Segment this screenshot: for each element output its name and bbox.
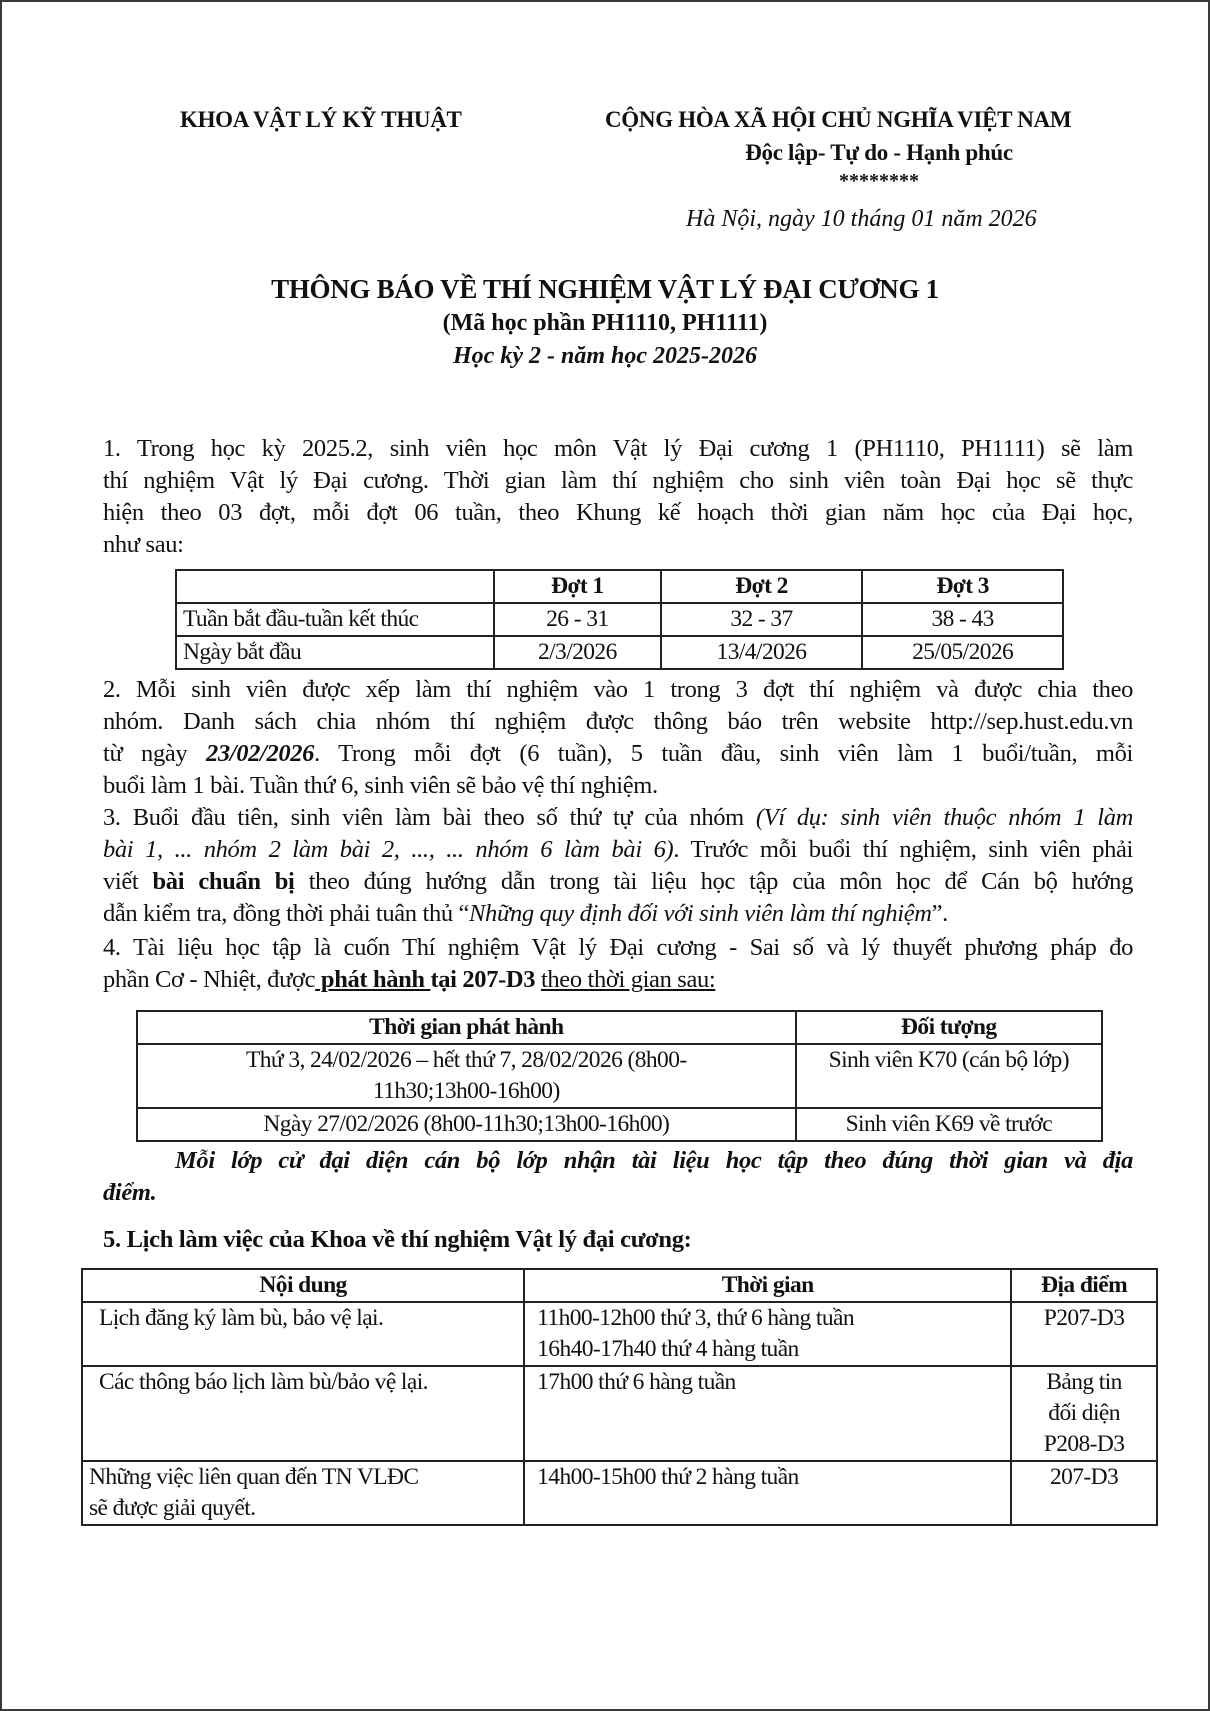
table-cell: Tuần bắt đầu-tuần kết thúc xyxy=(176,603,494,636)
table-row xyxy=(82,1366,1157,1461)
distribution-table xyxy=(136,1010,1103,1142)
table-cell: Các thông báo lịch làm bù/bảo vệ lại. xyxy=(82,1366,524,1461)
text: 3. Buổi đầu tiên, sinh viên làm bài theo số thứ tự của nhóm xyxy=(103,804,756,831)
text: viết xyxy=(103,868,153,895)
text: sẽ được giải quyết. xyxy=(89,1495,256,1521)
text: P208-D3 xyxy=(1043,1431,1125,1457)
table-cell: Lịch đăng ký làm bù, bảo vệ lại. xyxy=(82,1302,524,1366)
text: theo đúng hướng dẫn trong tài liệu học tập của môn học để Cán bộ hướng xyxy=(294,868,1133,895)
table-cell: 207-D3 xyxy=(1011,1461,1157,1525)
table-cell: 2/3/2026 xyxy=(494,636,661,669)
section-2-line: buổi làm 1 bài. Tuần thứ 6, sinh viên sẽ bảo vệ thí nghiệm. xyxy=(103,772,658,799)
section-3 xyxy=(103,802,1133,930)
table-header-row xyxy=(137,1011,1102,1044)
semester: Học kỳ 2 - năm học 2025-2026 xyxy=(453,343,757,369)
section-4-line xyxy=(103,964,1133,996)
section-5-heading: 5. Lịch làm việc của Khoa về thí nghiệm Vật lý đại cương: xyxy=(103,1226,692,1253)
emphasis-text: bài chuẩn bị xyxy=(152,868,295,895)
table-cell: 13/4/2026 xyxy=(661,636,863,669)
text: Thứ 3, 24/02/2026 – hết thứ 7, 28/02/2026 (8h00- xyxy=(246,1047,687,1073)
table-header-row xyxy=(176,570,1063,603)
table-header: Địa điểm xyxy=(1011,1269,1157,1302)
text: . Trước mỗi buổi thí nghiệm, sinh viên phải xyxy=(673,836,1134,863)
text: phần Cơ - Nhiệt, được xyxy=(103,966,316,993)
section-1-line: thí nghiệm Vật lý Đại cương. Thời gian làm thí nghiệm cho sinh viên toàn Đại học sẽ thực xyxy=(103,467,1133,494)
section-2-line: 2. Mỗi sinh viên được xếp làm thí nghiệm vào 1 trong 3 đợt thí nghiệm và được chia theo xyxy=(103,676,1133,703)
table-header: Đợt 1 xyxy=(494,570,661,603)
text: dẫn kiểm tra, đồng thời phải tuân thủ “ xyxy=(103,900,470,927)
note-line: điểm. xyxy=(103,1179,157,1206)
place-date: Hà Nội, ngày 10 tháng 01 năm 2026 xyxy=(686,206,1037,232)
text: 11h30;13h00-16h00) xyxy=(372,1078,560,1104)
text: Những việc liên quan đến TN VLĐC xyxy=(89,1464,419,1490)
table-row xyxy=(137,1108,1102,1141)
section-2-line: nhóm. Danh sách chia nhóm thí nghiệm được thông báo trên website http://sep.hust.edu.vn xyxy=(103,708,1133,735)
table-cell: 14h00-15h00 thứ 2 hàng tuần xyxy=(524,1461,1011,1525)
table-cell xyxy=(137,1044,796,1108)
location-text: tại 207-D3 xyxy=(430,966,536,993)
section-3-line xyxy=(103,834,1133,866)
table-header: Thời gian phát hành xyxy=(137,1011,796,1044)
section-3-line xyxy=(103,898,1133,930)
table-row xyxy=(176,636,1063,669)
emphasis-text: phát hành xyxy=(315,966,431,993)
table-header xyxy=(176,570,494,603)
section-1-line: 1. Trong học kỳ 2025.2, sinh viên học môn Vật lý Đại cương 1 (PH1110, PH1111) sẽ làm xyxy=(103,435,1133,462)
national-motto: Độc lập- Tự do - Hạnh phúc xyxy=(745,140,1013,165)
table-cell: Ngày bắt đầu xyxy=(176,636,494,669)
schedule-table xyxy=(81,1268,1158,1526)
example-text: bài 1, ... nhóm 2 làm bài 2, ..., ... nhóm 6 làm bài 6) xyxy=(103,836,674,863)
table-header: Đợt 3 xyxy=(862,570,1063,603)
table-row xyxy=(137,1044,1102,1108)
table-cell: Ngày 27/02/2026 (8h00-11h30;13h00-16h00) xyxy=(137,1108,796,1141)
document-title: THÔNG BÁO VỀ THÍ NGHIỆM VẬT LÝ ĐẠI CƯƠNG 1 xyxy=(271,274,939,304)
table-header-row xyxy=(82,1269,1157,1302)
separator-stars: ******** xyxy=(839,170,919,192)
table-cell: Sinh viên K69 về trước xyxy=(796,1108,1102,1141)
faculty-name: KHOA VẬT LÝ KỸ THUẬT xyxy=(180,107,462,132)
distribution-note xyxy=(103,1145,1133,1209)
section-4 xyxy=(103,932,1133,996)
table-cell: 25/05/2026 xyxy=(862,636,1063,669)
table-row xyxy=(82,1302,1157,1366)
text: đối diện xyxy=(1048,1400,1120,1426)
section-1-line: như sau: xyxy=(103,531,184,558)
table-cell: 38 - 43 xyxy=(862,603,1063,636)
course-codes: (Mã học phần PH1110, PH1111) xyxy=(442,310,768,336)
table-cell xyxy=(524,1302,1011,1366)
example-text: (Ví dụ: sinh viên thuộc nhóm 1 làm xyxy=(755,804,1133,831)
text: 11h00-12h00 thứ 3, thứ 6 hàng tuần xyxy=(537,1305,854,1331)
section-1 xyxy=(103,433,1133,561)
section-3-line xyxy=(103,866,1133,898)
section-2-line xyxy=(103,738,1133,770)
table-cell: P207-D3 xyxy=(1011,1302,1157,1366)
table-cell xyxy=(82,1461,524,1525)
text: . Trong mỗi đợt (6 tuần), 5 tuần đầu, sinh viên làm 1 buổi/tuần, mỗi xyxy=(314,740,1133,767)
table-cell xyxy=(1011,1366,1157,1461)
publish-date: 23/02/2026 xyxy=(205,740,315,767)
table-header: Đối tượng xyxy=(796,1011,1102,1044)
table-header: Nội dung xyxy=(82,1269,524,1302)
table-cell: 17h00 thứ 6 hàng tuần xyxy=(524,1366,1011,1461)
table-row xyxy=(82,1461,1157,1525)
text: từ ngày xyxy=(103,740,206,767)
section-4-line: 4. Tài liệu học tập là cuốn Thí nghiệm Vật lý Đại cương - Sai số và lý thuyết phương pháp đo xyxy=(103,934,1133,961)
text: ”. xyxy=(931,900,948,927)
rules-title: Những quy định đối với sinh viên làm thí nghiệm xyxy=(469,900,932,927)
note-line: Mỗi lớp cử đại diện cán bộ lớp nhận tài liệu học tập theo đúng thời gian và địa xyxy=(175,1147,1133,1174)
country-name: CỘNG HÒA XÃ HỘI CHỦ NGHĨA VIỆT NAM xyxy=(605,107,1072,132)
table-cell: 32 - 37 xyxy=(661,603,863,636)
table-cell: Sinh viên K70 (cán bộ lớp) xyxy=(796,1044,1102,1108)
text: theo thời gian sau: xyxy=(540,966,716,993)
section-1-line: hiện theo 03 đợt, mỗi đợt 06 tuần, theo Khung kế hoạch thời gian năm học của Đại học, xyxy=(103,499,1133,526)
section-3-line xyxy=(103,802,1133,834)
text: 16h40-17h40 thứ 4 hàng tuần xyxy=(537,1336,799,1362)
table-cell: 26 - 31 xyxy=(494,603,661,636)
table-header: Thời gian xyxy=(524,1269,1011,1302)
table-header: Đợt 2 xyxy=(661,570,863,603)
section-2 xyxy=(103,674,1133,802)
text: Bảng tin xyxy=(1046,1369,1122,1395)
table-row xyxy=(176,603,1063,636)
rounds-table xyxy=(175,569,1064,670)
